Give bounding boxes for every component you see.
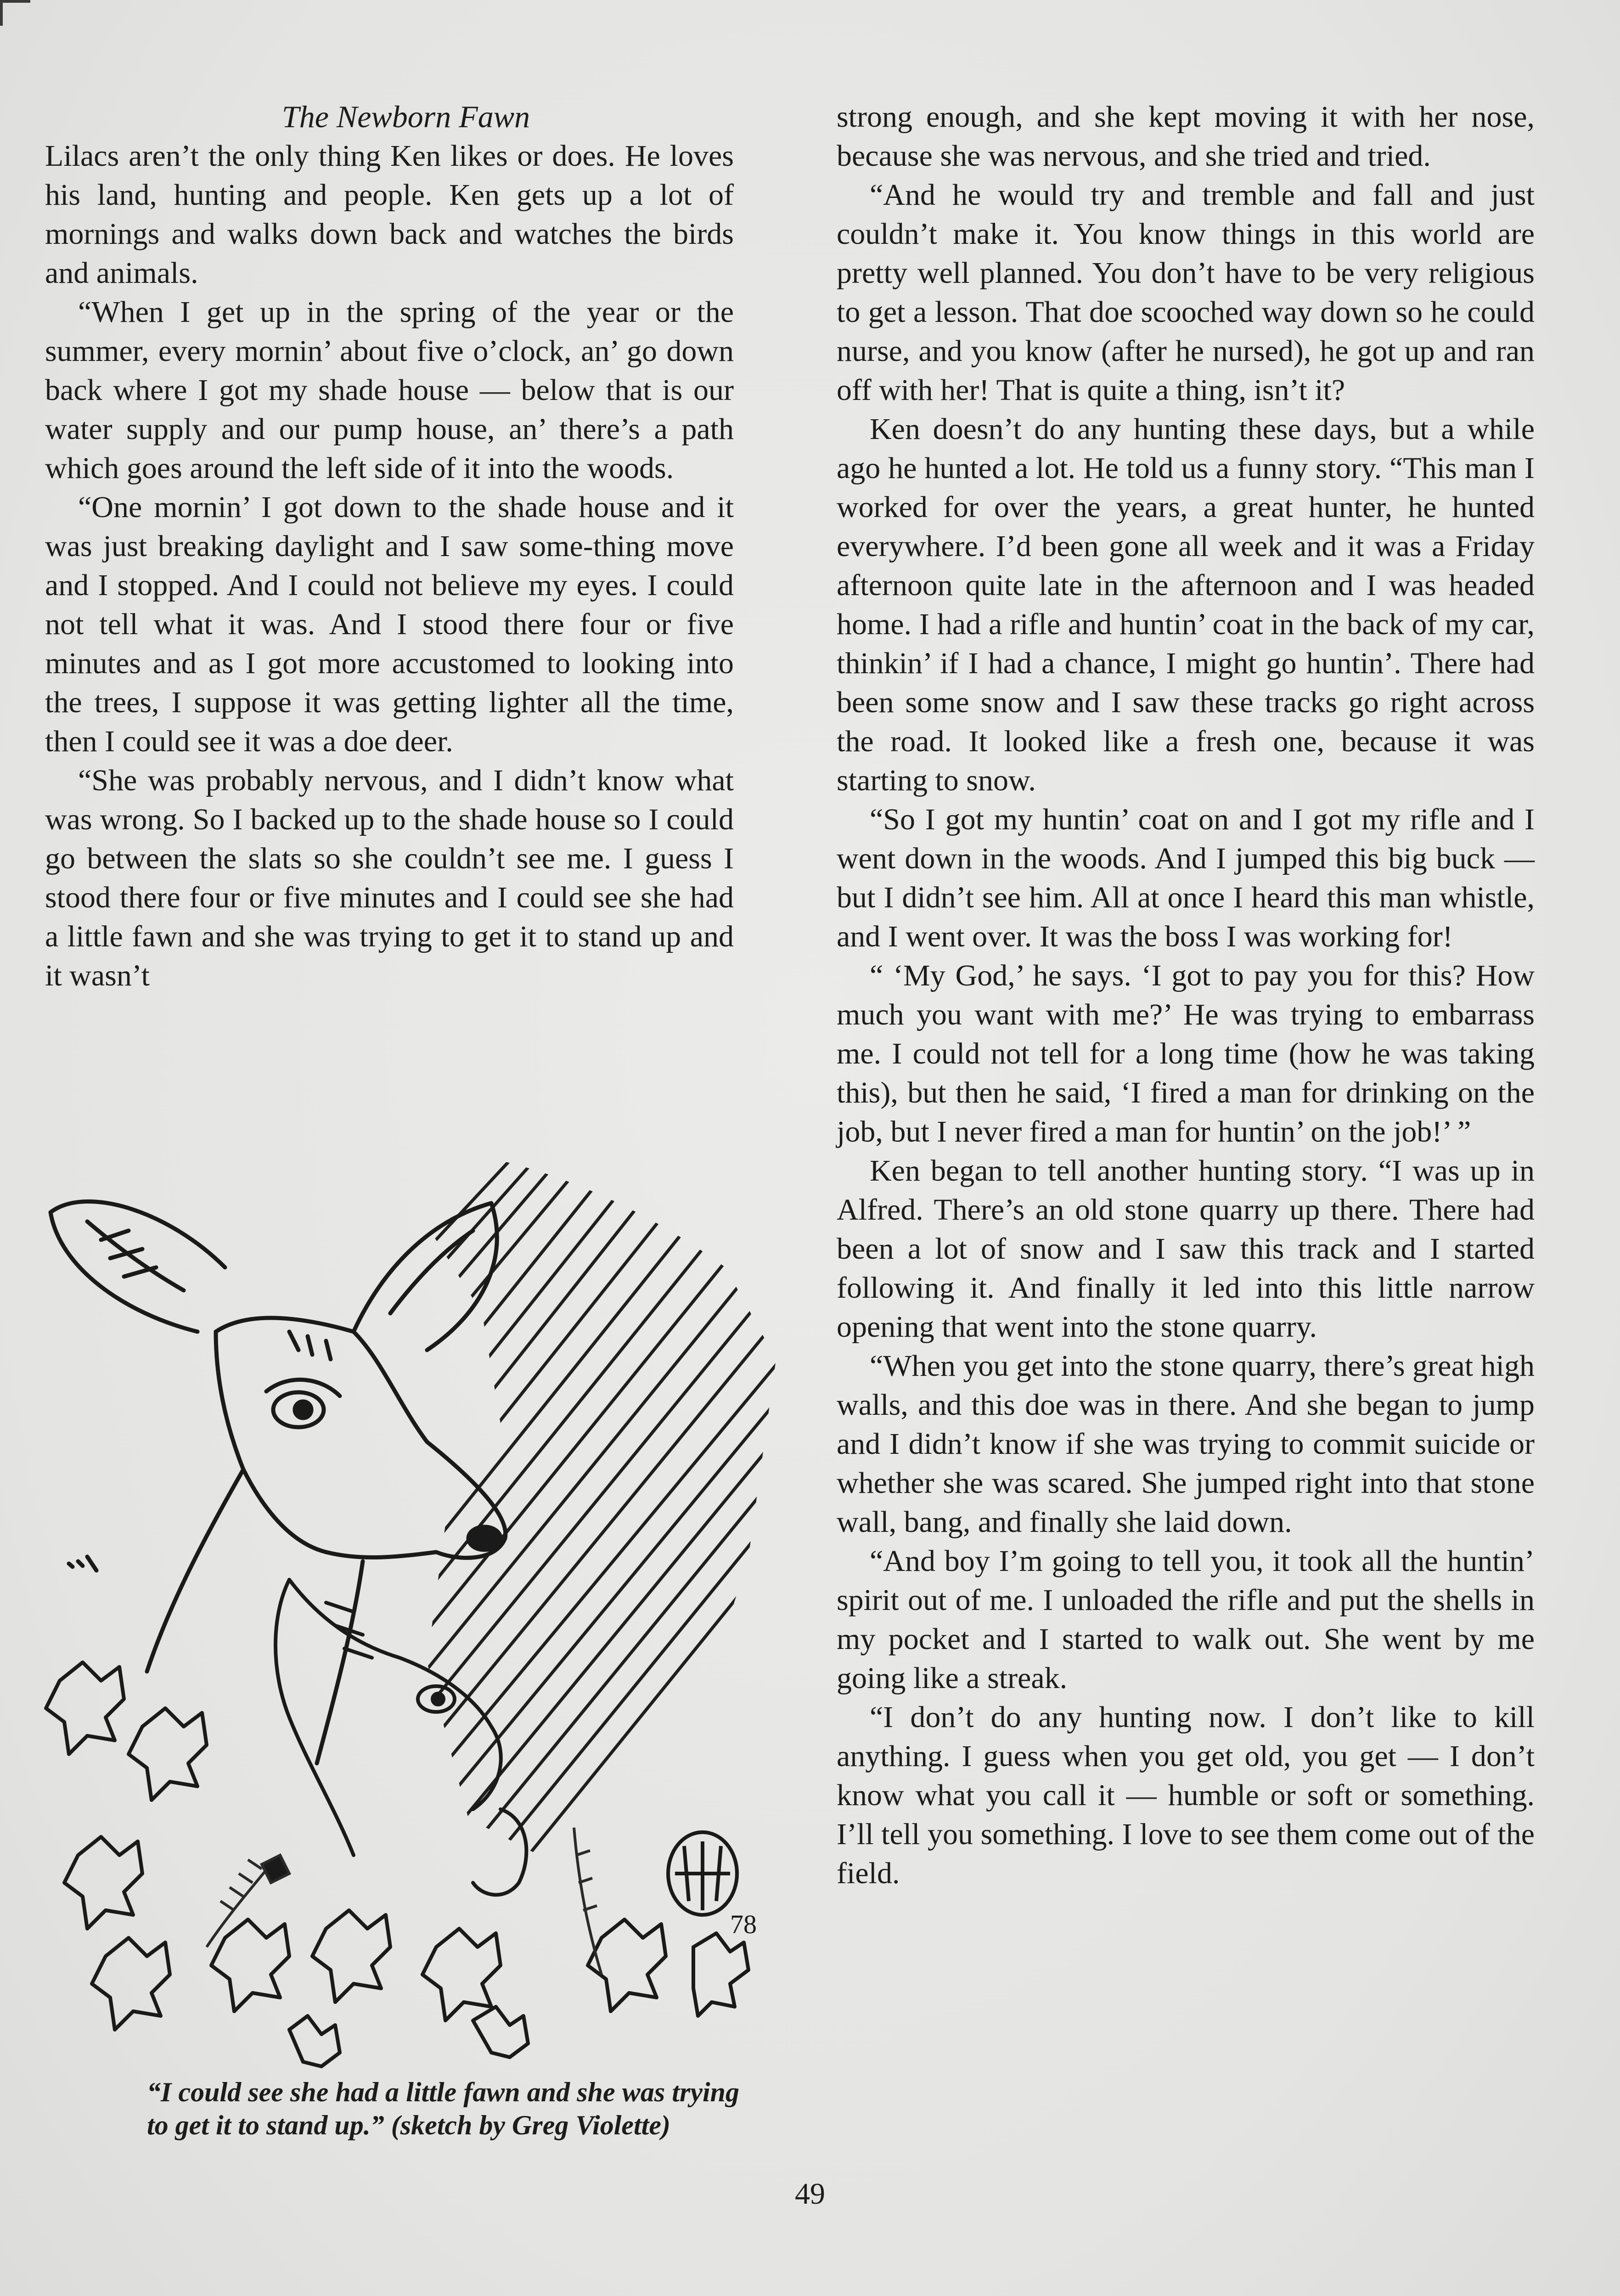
fawn-figure [276,1580,526,1895]
leaf-stems [207,1828,602,1975]
right-paragraph-5: “ ‘My God,’ he says. ‘I got to pay you for this? How much you want with me?’ He was trying to embarrass me. I could not tell for a long time (how he was taking this), but then he said, ‘I fired a man for drinking on the job, but I never fired a man for huntin’ on the job!’ ” [837,959,1535,1148]
article-heading: The Newborn Fawn [281,99,530,134]
illustration-caption [147,2076,739,2142]
right-paragraph-3: Ken doesn’t do any hunting these days, but a while ago he hunted a lot. He told us a funny story. “This man I worked for over the years, a great hunter, he hunted everywhere. I’d been gone all week and it was a Friday afternoon quite late in the afternoon and I was headed home. I had a rifle and huntin’ coat in the back of my car, thinkin’ if I had a chance, I might go huntin’. There had been some snow and I saw these tracks go right across the road. It looked like a fresh one, because it was starting to snow. [837,412,1535,797]
caption-quote: “I could see she had a little fawn and she was trying to get it to stand up.” [147,2077,739,2140]
corner-crop-mark [0,0,30,26]
signature-year: 78 [730,1909,757,1939]
right-column [837,97,1535,1893]
artist-monogram [668,1832,737,1915]
holly-leaves [46,1662,748,2066]
left-column [45,97,734,995]
right-paragraph-9: “I don’t do any hunting now. I don’t like to kill anything. I guess when you get old, you get — I don’t know what you call it — humble or soft or something. I’ll tell you something. I love to see them come out of the field. [837,1700,1535,1890]
background-hatching [308,1111,804,1901]
right-paragraph-2: “And he would try and tremble and fall and just couldn’t make it. You know things in this world are pretty well planned. You don’t have to be very religious to get a lesson. That doe scooched way down so he could nurse, and you know (after he nursed), he got up and ran off with her! That is quite a thing, isn’t it? [837,178,1535,407]
caption-credit: (sketch by Greg Violette) [391,2110,670,2140]
right-paragraph-1: strong enough, and she kept moving it with her nose, because she was nervous, and she tried and tried. [837,100,1535,173]
deer-sketch-illustration [32,1075,804,2076]
left-paragraph-3: “One mornin’ I got down to the shade house and it was just breaking daylight and I saw some-thing move and I stopped. And I could not believe my eyes. I could not tell what it was. And I stood there four or five minutes and as I got more accustomed to looking into the trees, I suppose it was getting lighter all the time, then I could see it was a doe deer. [45,490,734,758]
right-paragraph-8: “And boy I’m going to tell you, it took all the huntin’ spirit out of me. I unloaded the rifle and put the shells in my pocket and I started to walk out. She went by me going like a streak. [837,1544,1535,1695]
left-paragraph-4: “She was probably nervous, and I didn’t know what was wrong. So I backed up to the shade house so I could go between the slats so she couldn’t see me. I guess I stood there four or five minutes and I could see she had a little fawn and she was trying to get it to stand up and it wasn’t [45,764,734,992]
page-number: 49 [795,2177,825,2211]
left-paragraph-2: “When I get up in the spring of the year or the summer, every mornin’ about five o’clock, an’ go down back where I got my shade house — below that is our water supply and our pump house, an’ there’s a path which goes around the left side of it into the woods. [45,295,734,485]
left-paragraph-1: Lilacs aren’t the only thing Ken likes or does. He loves his land, hunting and people. Ken gets up a lot of mornings and walks down back and watches the birds and animals. [45,139,734,290]
right-paragraph-7: “When you get into the stone quarry, there’s great high walls, and this doe was in there. And she began to jump and I didn’t know if she was trying to commit suicide or whether she was scared. She jumped right into that stone wall, bang, and finally she laid down. [837,1349,1535,1539]
right-paragraph-6: Ken began to tell another hunting story. “I was up in Alfred. There’s an old stone quarry up there. There had been a lot of snow and I saw this track and I started following it. And finally it led into this little narrow opening that went into the stone quarry. [837,1154,1535,1344]
right-paragraph-4: “So I got my huntin’ coat on and I got my rifle and I went down in the woods. And I jumped this big buck — but I didn’t see him. All at once I heard this man whistle, and I went over. It was the boss I was working for! [837,803,1535,953]
